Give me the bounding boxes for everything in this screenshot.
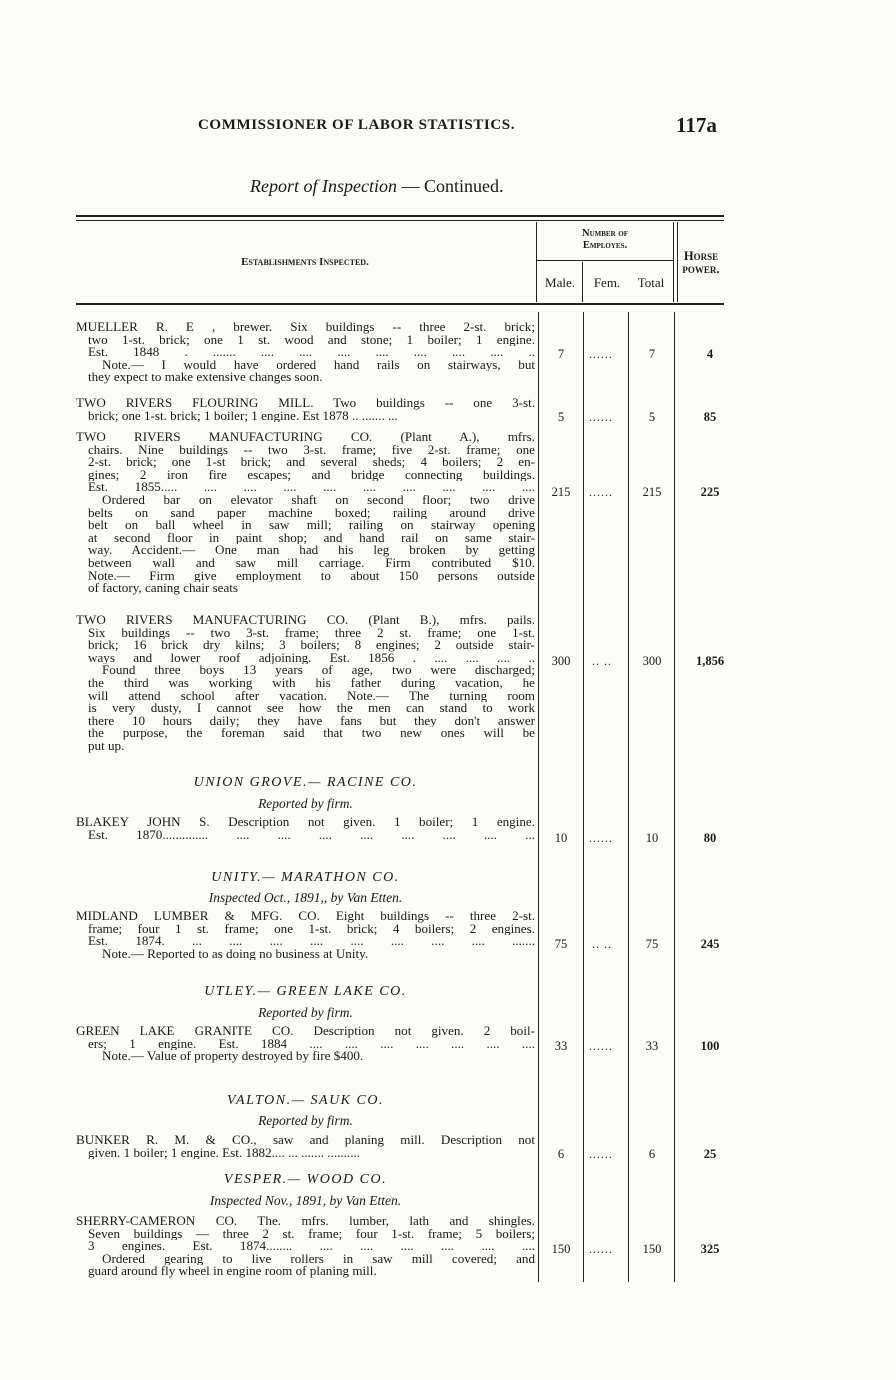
entry-line: SHERRY-CAMERON CO. The. mfrs. lumber, lath and shingles.: [76, 1215, 535, 1228]
entry-line: brick; 16 brick dry kilns; 3 boilers; 8 engines; 2 outside stair-: [88, 639, 535, 652]
fem-count: ......: [589, 485, 613, 499]
entry-line: the purpose, the foreman said that two new ones will be: [88, 727, 535, 740]
fem-count: .. ..: [592, 654, 612, 668]
header-male: Male.: [545, 275, 575, 290]
entry-line: Est. 1874. ... .... .... .... .... .... .... .... .......: [88, 935, 535, 948]
total-count: 300: [642, 654, 662, 668]
male-count: 215: [551, 485, 571, 499]
entry-line: Found three boys 13 years of age, two were discharged;: [102, 664, 535, 677]
body-rule-fem-left: [583, 312, 584, 1282]
entry-line: belt on ball wheel in saw mill; railing on stairway opening: [88, 519, 535, 532]
entry-line: MUELLER R. E , brewer. Six buildings -- three 2-st. brick;: [76, 321, 535, 334]
entry-line: MIDLAND LUMBER & MFG. CO. Eight buildings -- three 2-st.: [76, 910, 535, 923]
place-subheading-text: Reported by firm.: [258, 1005, 353, 1020]
entry-line: ers; 1 engine. Est. 1884 .... .... .... .... .... .... ....: [88, 1037, 535, 1051]
entry-line: ways and lower roof adjoining. Est. 1856 . .... .... .... ..: [88, 651, 535, 665]
place-subheading-text: Reported by firm.: [258, 796, 353, 811]
entry-line: at second floor in paint shop; and hand rail on same stair-: [88, 531, 535, 545]
entry-line: they expect to make extensive changes soon.: [88, 371, 323, 384]
entry-line: Est. 1870.............. .... .... .... .... .... .... .... ...: [88, 828, 535, 842]
col-rule-1: [536, 222, 537, 302]
entry-line: TWO RIVERS FLOURING MILL. Two buildings -- one 3-st.: [76, 397, 535, 410]
fem-count: ......: [589, 1147, 613, 1161]
entry-line: TWO RIVERS MANUFACTURING CO. (Plant A.), mfrs.: [76, 431, 535, 444]
col-rule-3: [673, 222, 674, 302]
male-count: 75: [554, 937, 568, 951]
entry-line: Note.— I would have ordered hand rails on stairways, but: [102, 358, 535, 372]
horse-power: 245: [700, 937, 720, 951]
entry-line: put up.: [88, 739, 125, 753]
entry-line: way. Accident.— One man had his leg broken by getting: [88, 544, 535, 557]
entry-line: Ordered bar on elevator shaft on second floor; two drive: [102, 493, 535, 507]
male-count: 33: [554, 1039, 568, 1053]
entry-line: given. 1 boiler; 1 engine. Est. 1882.... ... ....... ..........: [88, 1146, 361, 1160]
col-rule-4: [677, 222, 678, 302]
entry-line: Est. 1848 . ....... .... .... .... .... .... .... .... ..: [88, 346, 535, 359]
fem-count: ......: [589, 1242, 613, 1256]
place-subheading: [76, 1005, 535, 1021]
header-rule-bottom: [76, 303, 724, 305]
fem-count: ......: [589, 410, 613, 424]
entry-line: between wall and saw mill carriage. Firm contributed $10.: [88, 556, 535, 570]
report-title-italic: Report of Inspection: [250, 176, 397, 196]
fem-count: ......: [589, 831, 613, 845]
total-count: 75: [645, 937, 659, 951]
entry-two-rivers-plant-b: [76, 614, 535, 753]
entry-line: guard around fly wheel in engine room of planing mill.: [88, 1265, 377, 1278]
horse-power: 25: [703, 1147, 717, 1161]
header-power: power.: [682, 262, 720, 276]
place-subheading-text: Reported by firm.: [258, 1113, 353, 1128]
entry-sherry-cameron: [76, 1215, 535, 1278]
entry-line: brick; one 1-st. brick; 1 boiler; 1 engine. Est 1878 .. ....... ...: [88, 409, 398, 423]
entry-line: Ordered gearing to live rollers in saw mill covered; and: [102, 1252, 535, 1266]
header-establishments: Establishments Inspected.: [241, 256, 369, 268]
header-fem: Fem.: [593, 275, 621, 290]
place-heading: UNION GROVE.— RACINE CO.: [193, 775, 418, 790]
entry-line: Note.— Firm give employment to about 150 persons outside: [88, 569, 535, 583]
header-rule-top-thin: [76, 220, 724, 221]
header-number-of: Number of: [582, 228, 628, 239]
entry-green-lake-granite: [76, 1025, 535, 1063]
entry-line: Six buildings -- two 3-st. frame; three 2 st. frame; one 1-st.: [88, 626, 535, 640]
entry-line: is very dusty, I cannot see how the men can stand to work: [88, 702, 535, 715]
place-subheading-text: Inspected Oct., 1891,, by Van Etten.: [208, 890, 403, 905]
entry-line: two 1-st. brick; one 1 st. wood and stone; 1 boiler; 1 engine.: [88, 333, 535, 347]
horse-power: 1,856: [695, 654, 725, 668]
fem-count: ......: [589, 347, 613, 361]
header-horse: Horse: [683, 249, 719, 263]
report-title: [250, 176, 503, 197]
total-count: 33: [645, 1039, 659, 1053]
entry-line: 3 engines. Est. 1874........ .... .... .... .... .... ....: [88, 1240, 535, 1253]
entry-midland-lumber: [76, 910, 535, 960]
header-employes: Employes.: [582, 240, 628, 251]
total-count: 6: [648, 1147, 656, 1161]
entry-line: BUNKER R. M. & CO., saw and planing mill. Description not: [76, 1134, 535, 1147]
place-subheading: [76, 1193, 535, 1209]
header-rule-top: [76, 215, 724, 217]
place-heading: VALTON.— SAUK CO.: [227, 1093, 384, 1108]
entry-line: Note.— Value of property destroyed by fire $400.: [102, 1050, 364, 1063]
place-heading: UTLEY.— GREEN LAKE CO.: [204, 984, 407, 999]
entry-line: of factory, caning chair seats: [88, 582, 239, 595]
place-subheading: [76, 796, 535, 812]
entry-line: Est. 1855..... .... .... .... .... .... .... .... .... ....: [88, 481, 535, 494]
horse-power: 4: [706, 347, 714, 361]
entry-line: BLAKEY JOHN S. Description not given. 1 boiler; 1 engine.: [76, 816, 535, 829]
fem-count: ......: [589, 1039, 613, 1053]
total-count: 7: [648, 347, 656, 361]
running-head: COMMISSIONER OF LABOR STATISTICS.: [198, 117, 516, 133]
employes-rule: [537, 260, 673, 261]
body-rule-hp-left: [674, 312, 675, 1282]
entry-bunker: [76, 1134, 535, 1159]
horse-power: 100: [700, 1039, 720, 1053]
horse-power: 225: [700, 485, 720, 499]
horse-power: 80: [703, 831, 717, 845]
male-count: 5: [557, 410, 565, 424]
entry-mueller: [76, 321, 535, 384]
entry-line: Note.— Reported to as doing no business at Unity.: [102, 947, 369, 961]
entry-line: will attend school after vacation. Note.— The turning room: [88, 689, 535, 703]
total-count: 150: [642, 1242, 662, 1256]
entry-two-rivers-plant-a: [76, 431, 535, 595]
horse-power: 85: [703, 410, 717, 424]
entry-blakey: [76, 816, 535, 841]
entry-line: TWO RIVERS MANUFACTURING CO. (Plant B.), mfrs. pails.: [76, 614, 535, 627]
male-count: 10: [554, 831, 568, 845]
entry-line: frame; four 1 st. frame; one 1-st. brick; 4 boilers; 2 engines.: [88, 922, 535, 936]
male-count: 6: [557, 1147, 565, 1161]
total-count: 215: [642, 485, 662, 499]
entry-line: chairs. Nine buildings -- two 3-st. frame; five 2-st. frame; one: [88, 443, 535, 457]
fem-count: .. ..: [592, 937, 612, 951]
body-rule-total-left: [628, 312, 629, 1282]
page-number: 117a: [676, 113, 717, 137]
header-total: Total: [637, 275, 665, 290]
entry-line: the third was working with his father during vacation, he: [88, 676, 535, 690]
place-subheading-text: Inspected Nov., 1891, by Van Etten.: [209, 1193, 402, 1208]
male-count: 150: [551, 1242, 571, 1256]
entry-line: GREEN LAKE GRANITE CO. Description not given. 2 boil-: [76, 1025, 535, 1038]
place-subheading: [76, 1113, 535, 1129]
entry-line: Seven buildings — three 2 st. frame; four 1-st. frame; 5 boilers;: [88, 1227, 535, 1241]
entry-line: gines; 2 iron fire escapes; and bridge connecting buildings.: [88, 468, 535, 482]
place-heading: VESPER.— WOOD CO.: [223, 1172, 388, 1187]
total-count: 5: [648, 410, 656, 424]
male-count: 7: [557, 347, 565, 361]
entry-line: 2-st. brick; one 1-st brick; and several sheds; 4 boilers; 2 en-: [88, 456, 535, 469]
body-rule-male-left: [538, 312, 539, 1282]
place-subheading: [76, 890, 535, 906]
horse-power: 325: [700, 1242, 720, 1256]
report-title-rest: — Continued.: [396, 176, 504, 196]
entry-line: belts on sand paper machine boxed; railing around drive: [88, 506, 535, 520]
male-count: 300: [551, 654, 571, 668]
entry-line: there 10 hours daily; they have fans but they don't answer: [88, 714, 535, 728]
total-count: 10: [645, 831, 659, 845]
place-heading: UNITY.— MARATHON CO.: [211, 870, 400, 885]
entry-two-rivers-flouring: [76, 397, 535, 422]
